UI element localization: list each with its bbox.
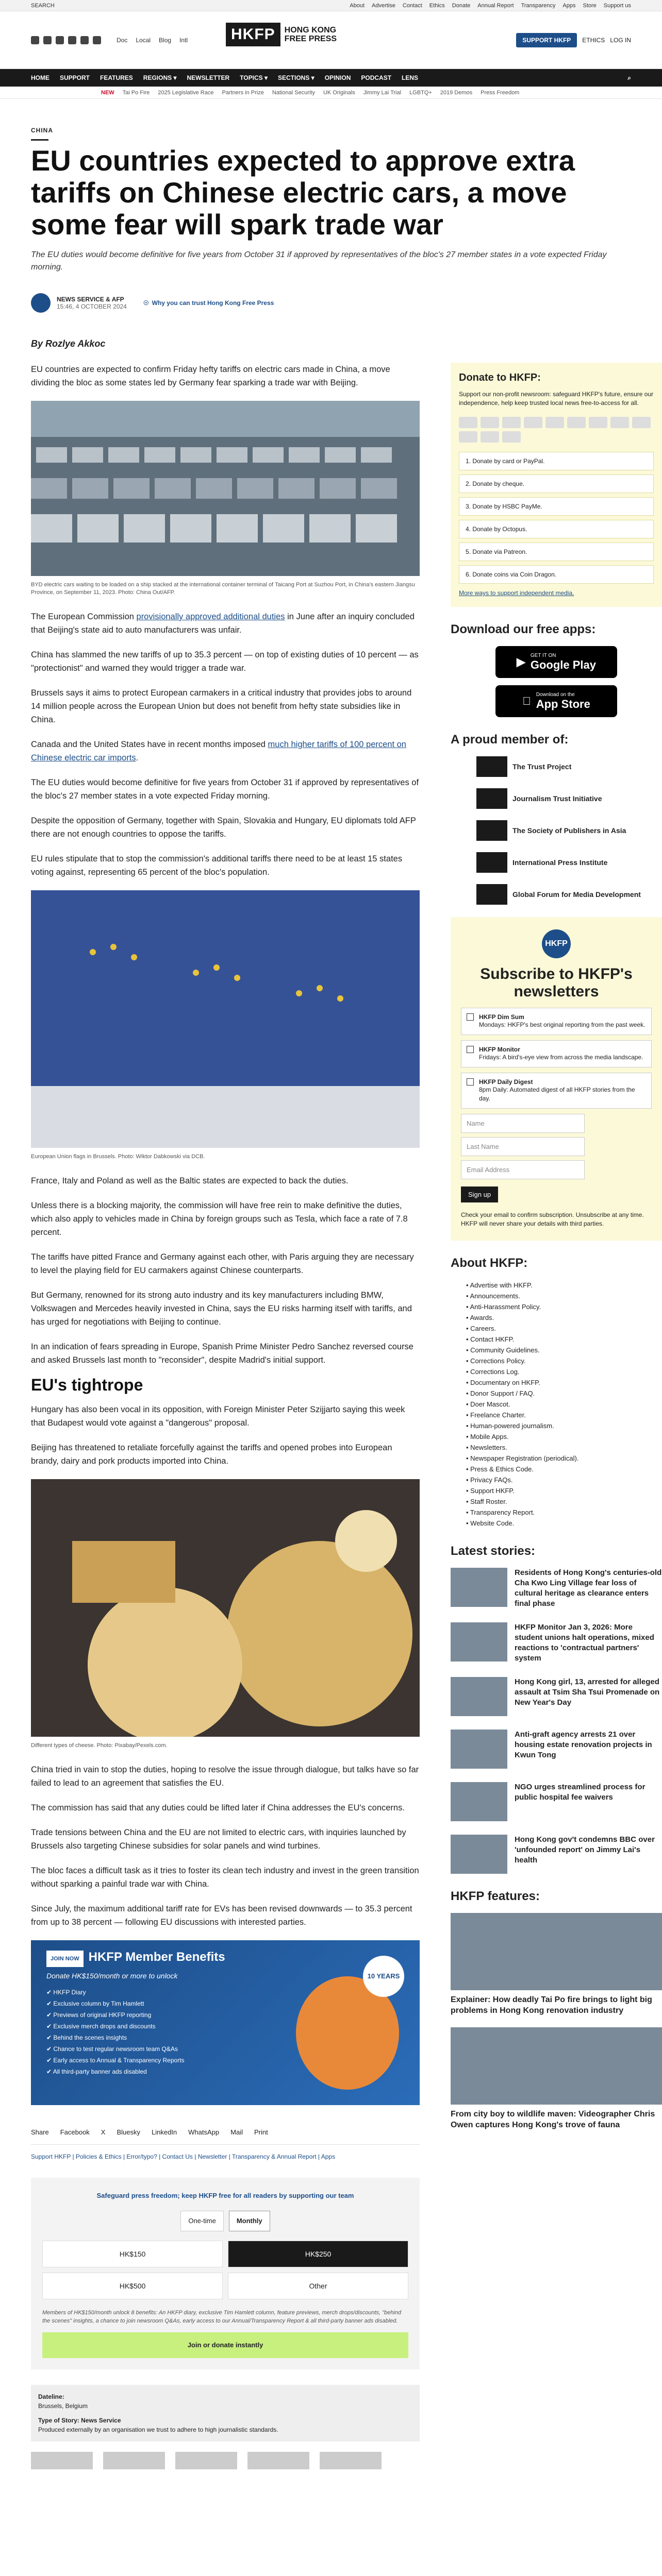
paragraph: Trade tensions between China and the EU are not limited to electric cars, with inquiries launched by Brussels also targeting Chinese subsidies for solar panels and wind turbines. <box>31 1828 406 1851</box>
author-byline: By Rozlye Akkoc <box>31 338 106 349</box>
header-nav-link[interactable]: Blog <box>159 36 172 44</box>
linkedin-icon[interactable] <box>80 36 89 44</box>
partner-logo[interactable] <box>320 2452 382 2469</box>
mastercard-icon <box>459 417 477 428</box>
shield-icon: ☉ <box>143 299 149 307</box>
share-link[interactable]: Bluesky <box>117 2128 140 2136</box>
about-link[interactable]: • Newsletters. <box>466 1444 507 1451</box>
paragraph: Since July, the maximum additional tariff rate for EVs has been revised downwards — to 35.3 percent from up to 38 percent — following EU discussions with interested parties. <box>31 1904 412 1927</box>
octopus-icon <box>459 431 477 443</box>
about-link[interactable]: • Doer Mascot. <box>466 1400 510 1408</box>
feature-title[interactable]: From city boy to wildlife maven: Videographer Chris Owen captures Hong Kong's trove of fauna <box>451 2110 655 2129</box>
social-icons <box>31 36 101 44</box>
checkbox[interactable] <box>467 1078 474 1086</box>
member-logo[interactable] <box>476 788 662 809</box>
twitter-icon[interactable] <box>31 36 39 44</box>
about-link[interactable]: • Press & Ethics Code. <box>466 1465 534 1473</box>
paragraph: But Germany, renowned for its strong auto industry and its key manufacturers including BMW, Volkswagen and Mercedes heavily invested in China, says the EU risks harming itself with tariffs, and has urged for negotiations with Beijing to continue. <box>31 1291 412 1327</box>
main-nav-item[interactable]: LENS <box>402 74 419 81</box>
service-name[interactable]: NEWS SERVICE & AFP <box>57 296 124 303</box>
story-title[interactable]: HKFP Monitor Jan 3, 2026: More student unions halt operations, mixed reactions to 'contractual partners' system <box>515 1623 654 1663</box>
newsletter-widget: HKFP Subscribe to HKFP's newsletters HKFP Dim Sum Mondays: HKFP's best original reporting from the past week. HKFP Monitor Fridays: A bird's-eye view from across the media landscape. HKFP Daily Digest 8pm Daily: Automated digest of all HKFP stories from the day. Name Last Name Email Address Sign up Check your email to confirm subscription. Unsubscribe at any time. HKFP will never share your details with third parties. <box>451 917 662 1241</box>
member-logo-mark <box>476 852 507 873</box>
about-link[interactable]: • Community Guidelines. <box>466 1346 540 1354</box>
join-now-badge[interactable]: JOIN NOW <box>46 1951 84 1967</box>
apps-heading: Download our free apps: <box>451 622 596 636</box>
paragraph: The tariffs have pitted France and Germany against each other, with Paris arguing they are necessary to level the playing field for EU carmakers against Chinese counterparts. <box>31 1252 414 1275</box>
instagram-icon[interactable] <box>43 36 52 44</box>
about-link[interactable]: • Donor Support / FAQ. <box>466 1389 535 1397</box>
apple-icon <box>522 694 531 708</box>
feature-card[interactable] <box>451 1913 662 2016</box>
trending-link[interactable]: UK Originals <box>323 89 355 96</box>
applepay-icon <box>545 417 564 428</box>
top-link[interactable]: Contact <box>402 2 422 9</box>
article-title: EU countries expected to approve extra tariffs on Chinese electric cars, a move some fear will spark trade war <box>31 144 575 241</box>
main-navigation <box>0 69 662 87</box>
photo-caption: European Union flags in Brussels. Photo: Wiktor Dabkowski via DCB. <box>31 1154 205 1160</box>
member-name: Global Forum for Media Development <box>512 890 641 899</box>
story-title[interactable]: NGO urges streamlined process for public hospital fee waivers <box>515 1783 646 1802</box>
trending-link[interactable]: 2025 Legislative Race <box>158 89 214 96</box>
paragraph: Beijing has threatened to retaliate forcefully against the tariffs and opened probes into European brandy, dairy and pork products imported into China. <box>31 1443 392 1466</box>
about-link[interactable]: • Staff Roster. <box>466 1498 507 1505</box>
newsletter-option[interactable]: HKFP Dim Sum Mondays: HKFP's best original reporting from the past week. <box>461 1008 652 1035</box>
gpay-icon <box>567 417 586 428</box>
features-heading: HKFP features: <box>451 1889 540 1903</box>
donate-option[interactable]: 6. Donate coins via Coin Dragon. <box>459 565 654 584</box>
top-link[interactable]: Apps <box>562 2 576 9</box>
amex-icon <box>502 417 521 428</box>
share-link[interactable]: Facebook <box>60 2128 90 2136</box>
paragraph: In an indication of fears spreading in Europe, Spanish Prime Minister Pedro Sanchez reversed course and asked Brussels last month to "reconsider", despite Madrid's initial support. <box>31 1342 413 1365</box>
unionpay-icon <box>589 417 607 428</box>
trending-bar <box>0 87 662 99</box>
jcb-icon <box>610 417 629 428</box>
paragraph: China tried in vain to stop the duties, hoping to resolve the issue through dialogue, but talks have so far failed to lead to an agreement that satisfies the EU. <box>31 1765 419 1788</box>
about-link[interactable]: • Support HKFP. <box>466 1487 515 1495</box>
about-link[interactable]: • Announcements. <box>466 1292 521 1300</box>
amount-option[interactable]: Other <box>228 2273 408 2299</box>
benefit-item: ✔ Chance to test regular newsroom team Q&As <box>46 2045 178 2053</box>
byline-row <box>31 293 631 313</box>
inline-link[interactable]: provisionally approved additional duties <box>136 612 285 621</box>
app-store-button[interactable]: Download on the App Store <box>495 685 617 717</box>
footer-links[interactable]: Support HKFP | Policies & Ethics | Error/typo? | Contact Us | Newsletter | Transparency & Annual Report | Apps <box>31 2153 336 2160</box>
paragraph: Unless there is a blocking majority, the commission will have free rein to make definitive the duties, which also apply to vehicles made in China by foreign groups such as Tesla, which face a rate of 7.8 percent. <box>31 1201 408 1237</box>
top-link[interactable]: About <box>350 2 365 9</box>
threads-icon[interactable] <box>93 36 101 44</box>
about-link[interactable]: • Careers. <box>466 1325 496 1332</box>
facebook-icon[interactable] <box>56 36 64 44</box>
about-link[interactable]: • Transparency Report. <box>466 1509 535 1516</box>
benefit-item: ✔ Exclusive column by Tim Hamlett <box>46 2000 144 2007</box>
main-nav-item[interactable]: SUPPORT <box>60 74 90 81</box>
checkbox[interactable] <box>467 1013 474 1021</box>
header-nav-link[interactable]: Local <box>136 36 151 44</box>
signup-button[interactable]: Sign up <box>461 1187 498 1202</box>
monthly-tab[interactable]: Monthly <box>229 2211 270 2231</box>
donate-widget: Donate to HKFP: Support our non-profit newsroom: safeguard HKFP's future, ensure our independence, help keep trusted local news free-to-access for all. 1. Donate by card or PayPal. 2. Donate by cheque. 3. Donate by HSBC PayMe. 4. Donate by Octopus. 5. Donate via Patreon. 6. Donate coins via Coin Dragon. More ways to support independent media. <box>451 363 662 607</box>
paypal-icon <box>524 417 542 428</box>
banner-title: HKFP Member Benefits <box>88 1950 225 1964</box>
paragraph: EU countries are expected to confirm Friday hefty tariffs on electric cars made in China, a move dividing the bloc as some states led by Germany fear sparking a trade war with Beijing. <box>31 365 390 387</box>
member-logo[interactable] <box>476 852 662 873</box>
payme-icon <box>632 417 651 428</box>
donate-option[interactable]: 4. Donate by Octopus. <box>459 520 654 538</box>
photo-caption: Different types of cheese. Photo: Pixabay/Pexels.com. <box>31 1742 168 1749</box>
google-play-button[interactable]: ▶ GET IT ON Google Play <box>495 646 617 678</box>
paragraph: Canada and the United States have in recent months imposed much higher tariffs of 100 percent on Chinese electric car imports. <box>31 740 406 762</box>
about-link[interactable]: • Mobile Apps. <box>466 1433 509 1440</box>
youtube-icon[interactable] <box>68 36 76 44</box>
trending-label: NEW <box>101 89 114 96</box>
trending-link[interactable]: Jimmy Lai Trial <box>363 89 402 96</box>
feature-title[interactable]: Explainer: How deadly Tai Po fire brings to light big problems in Hong Kong renovation industry <box>451 1995 652 2015</box>
latest-story[interactable] <box>451 1835 662 1874</box>
member-benefits-banner[interactable] <box>31 1940 420 2105</box>
main-nav-item[interactable]: SECTIONS ▾ <box>277 74 315 81</box>
about-link[interactable]: • Newspaper Registration (periodical). <box>466 1454 579 1462</box>
about-heading: About HKFP: <box>451 1256 528 1270</box>
visa-icon <box>481 417 499 428</box>
trust-link[interactable]: ☉ Why you can trust Hong Kong Free Press <box>143 299 274 307</box>
latest-story[interactable] <box>451 1782 662 1821</box>
section-divider <box>31 139 48 141</box>
donate-option[interactable]: 3. Donate by HSBC PayMe. <box>459 497 654 516</box>
about-link[interactable]: • Anti-Harassment Policy. <box>466 1303 541 1311</box>
top-link[interactable]: Store <box>583 2 597 9</box>
ethics-link[interactable]: ETHICS <box>582 36 605 44</box>
trending-link[interactable]: National Security <box>272 89 315 96</box>
feature-image <box>451 1913 662 1990</box>
share-link[interactable]: X <box>101 2128 106 2136</box>
header-nav-link[interactable]: Intl <box>179 36 188 44</box>
hkfp-logo[interactable]: HKFP HONG KONG FREE PRESS <box>226 23 337 46</box>
about-link[interactable]: • Corrections Log. <box>466 1368 520 1376</box>
paragraph: Hungary has also been vocal in its opposition, with Foreign Minister Peter Szijjarto saying this week that Budapest would vote against a "dangerous" proposal. <box>31 1405 405 1428</box>
top-link[interactable]: Annual Report <box>477 2 514 9</box>
alipay-icon <box>502 431 521 443</box>
feature-image <box>451 2027 662 2105</box>
share-link[interactable]: Share <box>31 2128 49 2136</box>
member-logo[interactable] <box>476 756 662 777</box>
member-logo[interactable] <box>476 820 662 841</box>
site-header <box>0 11 662 69</box>
sidebar <box>451 363 662 2469</box>
main-nav-item[interactable]: TOPICS ▾ <box>240 74 268 81</box>
fps-icon <box>481 431 499 443</box>
main-nav-item[interactable]: HOME <box>31 74 49 81</box>
paragraph: The bloc faces a difficult task as it tries to foster its clean tech industry and invest in the green transition without sparking a painful trade war with China. <box>31 1866 419 1889</box>
join-donate-button[interactable]: Join or donate instantly <box>42 2332 408 2358</box>
member-logo-mark <box>476 788 507 809</box>
main-nav-item[interactable]: REGIONS ▾ <box>143 74 177 81</box>
story-thumbnail <box>451 1677 507 1716</box>
article-photo-cars <box>31 401 420 576</box>
top-link[interactable]: Transparency <box>521 2 556 9</box>
paragraph: The European Commission provisionally approved additional duties in June after an inquiry concluded that Beijing's state aid to auto manufacturers was unfair. <box>31 612 415 635</box>
top-utility-bar <box>0 0 662 11</box>
top-link[interactable]: Donate <box>452 2 471 9</box>
about-link[interactable]: • Human-powered journalism. <box>466 1422 554 1430</box>
paragraph: EU rules stipulate that to stop the commission's additional tariffs there need to be at least 15 states voting against, representing 65 percent of the bloc's population. <box>31 854 403 877</box>
donate-option[interactable]: 5. Donate via Patreon. <box>459 543 654 561</box>
top-link[interactable]: Advertise <box>372 2 395 9</box>
share-link[interactable]: LinkedIn <box>152 2128 177 2136</box>
paragraph: The EU duties would become definitive for five years from October 31 if approved by representatives of the bloc's 27 member states in a vote expected Friday morning. <box>31 778 419 801</box>
photo-caption: BYD electric cars waiting to be loaded on a ship stacked at the international container terminal of Taicang Port at Suzhou Port, in China's eastern Jiangsu Province, on September 11, 2023. Photo: China Out/AFP. <box>31 582 415 596</box>
hkfp-badge: HKFP <box>542 929 571 958</box>
share-link[interactable]: Print <box>254 2128 268 2136</box>
donate-option[interactable]: 2. Donate by cheque. <box>459 474 654 493</box>
anniversary-badge: 10 YEARS <box>363 1956 404 1997</box>
about-link[interactable]: • Privacy FAQs. <box>466 1476 513 1484</box>
trending-link[interactable]: Tai Po Fire <box>122 89 150 96</box>
member-logo[interactable] <box>476 884 662 905</box>
benefit-item: ✔ Behind the scenes insights <box>46 2034 127 2041</box>
partner-logo[interactable] <box>247 2452 309 2469</box>
paragraph: China has slammed the new tariffs of up to 35.3 percent — on top of existing duties of 10 percent — as "protectionist" and warned they would trigger a trade war. <box>31 650 419 673</box>
share-link[interactable]: WhatsApp <box>188 2128 220 2136</box>
share-bar <box>31 2126 420 2145</box>
paragraph: The commission has said that any duties could be lifted later if China addresses the EU's concerns. <box>31 1803 405 1812</box>
about-link[interactable]: • Website Code. <box>466 1519 515 1527</box>
member-name: The Trust Project <box>512 762 572 771</box>
member-logo-mark <box>476 820 507 841</box>
paragraph: Despite the opposition of Germany, together with Spain, Slovakia and Hungary, EU diplomats told AFP there are not enough countries to oppose the tariffs. <box>31 816 416 839</box>
search-icon[interactable]: ⌕ <box>627 74 631 81</box>
story-meta: Dateline: Brussels, Belgium Type of Story: News Service Produced externally by an organisation we trust to adhere to high journalistic standards. <box>31 2385 420 2442</box>
subheading: EU's tightrope <box>31 1376 143 1394</box>
share-link[interactable]: Mail <box>230 2128 243 2136</box>
article-photo-flags <box>31 890 420 1148</box>
header-nav-link[interactable]: Doc <box>117 36 128 44</box>
payment-icons <box>459 417 654 443</box>
amount-option[interactable]: HK$150 <box>42 2241 223 2267</box>
email-field[interactable]: Email Address <box>461 1160 585 1179</box>
about-link[interactable]: • Freelance Charter. <box>466 1411 526 1419</box>
donate-option[interactable]: 1. Donate by card or PayPal. <box>459 452 654 470</box>
about-link[interactable]: • Advertise with HKFP. <box>466 1281 533 1289</box>
newsletter-option[interactable]: HKFP Monitor Fridays: A bird's-eye view from across the media landscape. <box>461 1040 652 1067</box>
benefit-item: ✔ All third-party banner ads disabled <box>46 2068 147 2075</box>
latest-story[interactable] <box>451 1622 662 1664</box>
about-link[interactable]: • Awards. <box>466 1314 494 1321</box>
latest-story[interactable] <box>451 1677 662 1716</box>
benefit-item: ✔ HKFP Diary <box>46 1989 86 1996</box>
amount-option[interactable]: HK$500 <box>42 2273 223 2299</box>
story-title[interactable]: Hong Kong girl, 13, arrested for alleged assault at Tsim Sha Tsui Promenade on New Year's Day <box>515 1677 660 1707</box>
story-thumbnail <box>451 1568 507 1607</box>
member-heading: A proud member of: <box>451 733 569 747</box>
partner-logo[interactable] <box>31 2452 93 2469</box>
top-link[interactable]: Ethics <box>429 2 445 9</box>
latest-heading: Latest stories: <box>451 1544 536 1558</box>
play-icon: ▶ <box>516 655 525 668</box>
paragraph: Brussels says it aims to protect European carmakers in a critical industry that provides jobs to around 14 million people across the European Union but does not benefit from hefty state subsidies like in China. <box>31 688 412 724</box>
member-logo-mark <box>476 756 507 777</box>
story-title[interactable]: Hong Kong gov't condemns BBC over 'unfounded report' on Jimmy Lai's health <box>515 1835 655 1865</box>
main-nav-item[interactable]: FEATURES <box>100 74 133 81</box>
story-thumbnail <box>451 1782 507 1821</box>
story-title[interactable]: Residents of Hong Kong's centuries-old Cha Kwo Ling Village fear loss of cultural heritage as clearance enters final phase <box>515 1568 662 1608</box>
article-photo-cheese <box>31 1479 420 1737</box>
login-link[interactable]: LOG IN <box>610 36 631 44</box>
partner-logos <box>31 2452 420 2469</box>
last-name-field[interactable]: Last Name <box>461 1137 585 1156</box>
about-link[interactable]: • Corrections Policy. <box>466 1357 526 1365</box>
member-logo-mark <box>476 884 507 905</box>
story-title[interactable]: Anti-graft agency arrests 21 over housing estate renovation projects in Kwun Tong <box>515 1730 652 1759</box>
avatar <box>31 293 51 313</box>
inline-link[interactable]: much higher tariffs of 100 percent on Chinese electric car imports <box>31 740 406 762</box>
story-thumbnail <box>451 1730 507 1769</box>
top-link[interactable]: Support us <box>603 2 631 9</box>
story-thumbnail <box>451 1622 507 1662</box>
member-name: Journalism Trust Initiative <box>512 794 602 803</box>
trending-link[interactable]: 2019 Demos <box>440 89 473 96</box>
banner-subtitle: Donate HK$150/month or more to unlock <box>46 1972 178 1980</box>
donation-box: Safeguard press freedom; keep HKFP free for all readers by supporting our team One-time Monthly HK$150 HK$250 HK$500 Other Members of HK$150/month unlock 8 benefits: An HKFP diary, exclusive Tim Hamlett column, feature previews, merch drops/discounts, "behind the scenes" insights, a chance to join newsroom Q&As, early access to our Annual/Transparency Report & all third-party banner ads disabled. Join or donate instantly <box>31 2178 420 2369</box>
trending-link[interactable]: LGBTQ+ <box>409 89 432 96</box>
partner-logo[interactable] <box>103 2452 165 2469</box>
article-body <box>31 363 420 2469</box>
about-link[interactable]: • Documentary on HKFP. <box>466 1379 540 1386</box>
publish-date: 15:46, 4 OCTOBER 2024 <box>57 303 127 310</box>
name-field[interactable]: Name <box>461 1114 585 1133</box>
one-time-tab[interactable]: One-time <box>180 2211 223 2231</box>
main-nav-item[interactable]: NEWSLETTER <box>187 74 230 81</box>
main-nav-item[interactable]: OPINION <box>324 74 351 81</box>
about-link[interactable]: • Contact HKFP. <box>466 1335 515 1343</box>
member-name: The Society of Publishers in Asia <box>512 826 626 835</box>
latest-story[interactable] <box>451 1730 662 1769</box>
feature-card[interactable] <box>451 2027 662 2130</box>
trending-link[interactable]: Partners in Prize <box>222 89 264 96</box>
benefit-item: ✔ Exclusive merch drops and discounts <box>46 2023 156 2030</box>
story-thumbnail <box>451 1835 507 1874</box>
member-name: International Press Institute <box>512 858 608 867</box>
benefit-item: ✔ Previews of original HKFP reporting <box>46 2011 152 2019</box>
donation-note: Members of HK$150/month unlock 8 benefits: An HKFP diary, exclusive Tim Hamlett column, feature previews, merch drops/discounts, "behind the scenes" insights, a chance to join newsroom Q&As, early access to our Annual/Transparency Report & all third-party banner ads disabled. <box>42 2310 402 2324</box>
amount-option-selected[interactable]: HK$250 <box>228 2241 408 2267</box>
benefit-item: ✔ Early access to Annual & Transparency Reports <box>46 2057 185 2064</box>
newsletter-option[interactable]: HKFP Daily Digest 8pm Daily: Automated digest of all HKFP stories from the day. <box>461 1073 652 1109</box>
section-label[interactable]: CHINA <box>31 127 53 134</box>
article-lede: The EU duties would become definitive for five years from October 31 if approved by representatives of the bloc's 27 member states in a vote expected Friday morning. <box>31 250 607 272</box>
checkbox[interactable] <box>467 1046 474 1053</box>
search-link[interactable]: SEARCH <box>31 2 55 9</box>
more-ways-link[interactable]: More ways to support independent media. <box>459 589 574 597</box>
latest-story[interactable] <box>451 1568 662 1609</box>
trending-link[interactable]: Press Freedom <box>481 89 520 96</box>
main-nav-item[interactable]: PODCAST <box>361 74 392 81</box>
paragraph: France, Italy and Poland as well as the Baltic states are expected to back the duties. <box>31 1176 349 1185</box>
partner-logo[interactable] <box>175 2452 237 2469</box>
support-hkfp-button[interactable]: SUPPORT HKFP <box>516 33 577 47</box>
